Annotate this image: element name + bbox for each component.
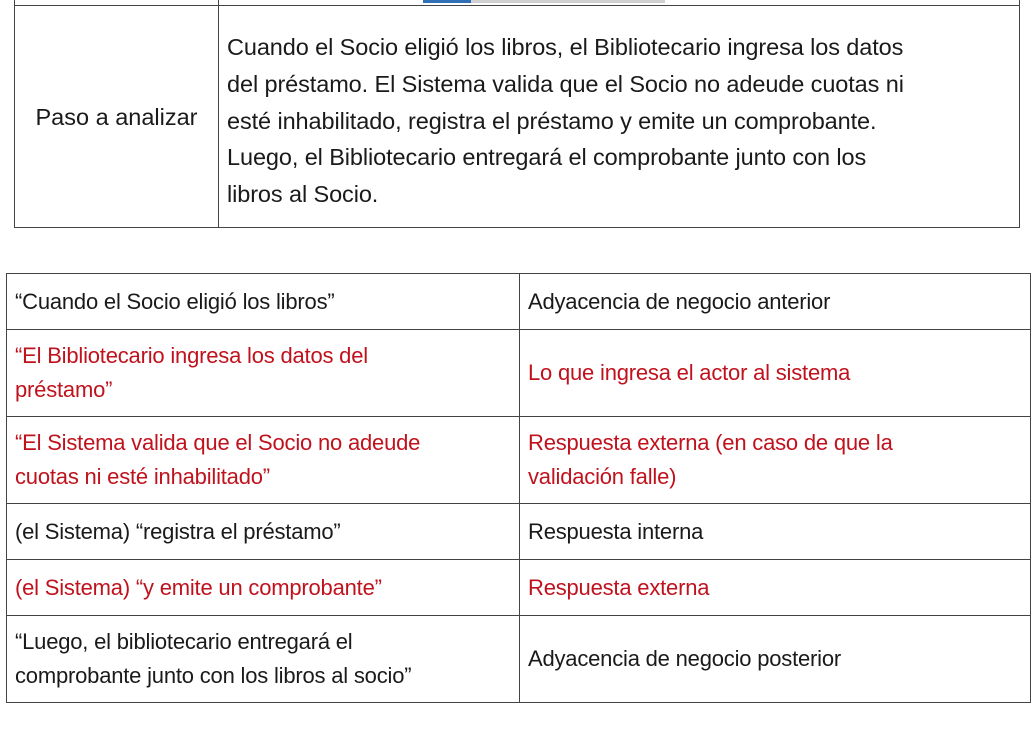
fragment-line: “Cuando el Socio eligió los libros” bbox=[15, 288, 335, 314]
classification-cell bbox=[520, 417, 1031, 504]
classification-cell bbox=[520, 504, 1031, 560]
fragment-line: cuotas ni esté inhabilitado” bbox=[15, 464, 270, 489]
fragment-line: (el Sistema) “registra el préstamo” bbox=[15, 518, 341, 544]
classification-line: validación falle) bbox=[528, 464, 677, 489]
classification-line: Adyacencia de negocio anterior bbox=[528, 288, 831, 314]
fragment-line: (el Sistema) “y emite un comprobante” bbox=[15, 574, 382, 600]
analysis-table bbox=[6, 273, 1031, 703]
table-row bbox=[7, 504, 1031, 560]
fragment-line: “El Sistema valida que el Socio no adeude bbox=[15, 430, 421, 455]
fragment-cell bbox=[7, 560, 520, 616]
fragment-line: préstamo” bbox=[15, 377, 113, 402]
step-description-line: Cuando el Socio eligió los libros, el Bibliotecario ingresa los datos bbox=[227, 34, 904, 60]
step-description-line: esté inhabilitado, registra el préstamo y emite un comprobante. bbox=[227, 107, 877, 134]
classification-cell bbox=[520, 616, 1031, 703]
table-row bbox=[7, 616, 1031, 703]
step-description bbox=[227, 29, 1017, 213]
step-description-line: Luego, el Bibliotecario entregará el comprobante junto con los bbox=[227, 144, 867, 171]
fragment-cell bbox=[7, 330, 520, 417]
fragment-line: “El Bibliotecario ingresa los datos del bbox=[15, 343, 368, 368]
fragment-cell bbox=[7, 274, 520, 330]
table-row bbox=[7, 417, 1031, 504]
table-row bbox=[7, 560, 1031, 616]
classification-cell bbox=[520, 274, 1031, 330]
step-table-divider bbox=[218, 0, 219, 227]
classification-line: Respuesta externa (en caso de que la bbox=[528, 430, 893, 455]
classification-line: Adyacencia de negocio posterior bbox=[528, 646, 842, 671]
step-table bbox=[14, 0, 1020, 228]
fragment-cell bbox=[7, 417, 520, 504]
classification-cell bbox=[520, 560, 1031, 616]
classification-line: Respuesta externa bbox=[528, 574, 710, 600]
fragment-line: “Luego, el bibliotecario entregará el bbox=[15, 629, 353, 654]
table-row bbox=[7, 274, 1031, 330]
classification-line: Lo que ingresa el actor al sistema bbox=[528, 360, 851, 385]
table-row bbox=[7, 330, 1031, 417]
fragment-line: comprobante junto con los libros al socio” bbox=[15, 663, 412, 688]
step-label: Paso a analizar bbox=[35, 103, 198, 130]
fragment-cell bbox=[7, 616, 520, 703]
fragment-cell bbox=[7, 504, 520, 560]
step-description-line: del préstamo. El Sistema valida que el Socio no adeude cuotas ni bbox=[227, 70, 904, 97]
classification-line: Respuesta interna bbox=[528, 518, 704, 544]
step-description-line: libros al Socio. bbox=[227, 181, 379, 208]
classification-cell bbox=[520, 330, 1031, 417]
